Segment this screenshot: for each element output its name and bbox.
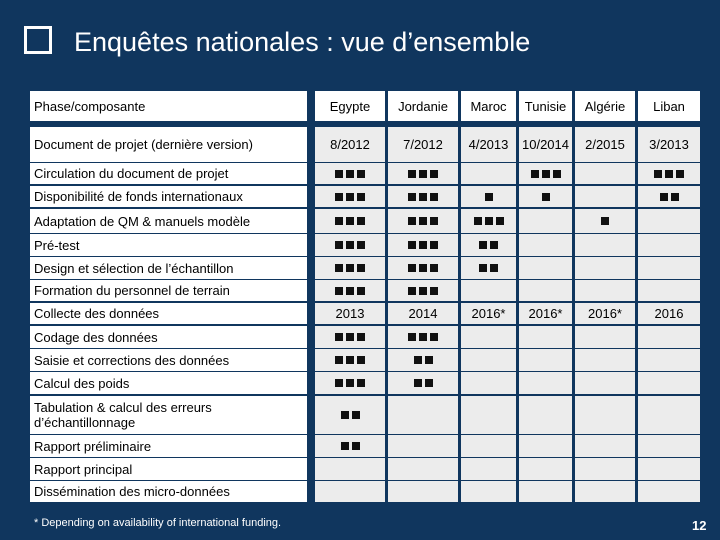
date-cell: 2/2015	[575, 127, 635, 162]
progress-square-icon	[542, 170, 550, 178]
progress-square-icon	[341, 442, 349, 450]
progress-cell	[575, 349, 635, 371]
progress-square-icon	[419, 333, 427, 341]
progress-cell	[575, 280, 635, 301]
row-label: Saisie et corrections des données	[30, 349, 307, 371]
progress-square-icon	[654, 170, 662, 178]
progress-square-icon	[335, 379, 343, 387]
progress-square-icon	[419, 287, 427, 295]
progress-square-icon	[676, 170, 684, 178]
progress-square-icon	[357, 333, 365, 341]
progress-cell	[315, 458, 385, 480]
progress-cell	[315, 186, 385, 207]
progress-cell	[315, 349, 385, 371]
table-row	[30, 396, 700, 434]
progress-square-icon	[419, 264, 427, 272]
progress-cell	[519, 458, 572, 480]
progress-square-icon	[479, 241, 487, 249]
progress-cell	[638, 396, 700, 434]
row-label: Collecte des données	[30, 303, 307, 324]
slide-title-checkbox-icon	[24, 26, 52, 54]
progress-square-icon	[408, 264, 416, 272]
slide-title: Enquêtes nationales : vue d’ensemble	[74, 27, 531, 57]
progress-square-icon	[335, 264, 343, 272]
progress-cell	[575, 458, 635, 480]
progress-cell	[388, 326, 458, 348]
progress-square-icon	[430, 241, 438, 249]
header-country: Liban	[638, 91, 700, 121]
progress-cell	[388, 435, 458, 457]
table-row	[30, 372, 700, 394]
header-country: Tunisie	[519, 91, 572, 121]
progress-cell	[575, 234, 635, 256]
table-row	[30, 481, 700, 502]
row-label: Rapport préliminaire	[30, 435, 307, 457]
table-row	[30, 257, 700, 279]
date-cell: 2016*	[461, 303, 516, 324]
progress-square-icon	[601, 217, 609, 225]
progress-cell	[638, 257, 700, 279]
progress-square-icon	[408, 170, 416, 178]
progress-cell	[575, 326, 635, 348]
date-cell: 8/2012	[315, 127, 385, 162]
table-row	[30, 349, 700, 371]
date-cell: 2013	[315, 303, 385, 324]
progress-square-icon	[419, 217, 427, 225]
progress-square-icon	[357, 241, 365, 249]
progress-cell	[388, 280, 458, 301]
progress-cell	[638, 435, 700, 457]
date-cell: 2016	[638, 303, 700, 324]
row-label: Design et sélection de l’échantillon	[30, 257, 307, 279]
progress-square-icon	[335, 217, 343, 225]
progress-cell	[388, 481, 458, 502]
progress-square-icon	[335, 170, 343, 178]
row-label: Circulation du document de projet	[30, 163, 307, 184]
row-label: Adaptation de QM & manuels modèle	[30, 209, 307, 233]
progress-cell	[575, 372, 635, 394]
progress-cell	[388, 372, 458, 394]
progress-square-icon	[542, 193, 550, 201]
progress-cell	[638, 280, 700, 301]
progress-square-icon	[496, 217, 504, 225]
progress-cell	[575, 257, 635, 279]
progress-cell	[519, 280, 572, 301]
header-country: Algérie	[575, 91, 635, 121]
progress-cell	[315, 326, 385, 348]
progress-cell	[638, 372, 700, 394]
progress-cell	[638, 186, 700, 207]
row-label: Tabulation & calcul des erreurs d’échantillonnage	[30, 396, 307, 434]
progress-cell	[315, 435, 385, 457]
progress-square-icon	[671, 193, 679, 201]
footnote: * Depending on availability of international funding.	[34, 517, 282, 529]
header-country: Maroc	[461, 91, 516, 121]
progress-square-icon	[335, 241, 343, 249]
progress-square-icon	[430, 264, 438, 272]
progress-square-icon	[414, 379, 422, 387]
progress-square-icon	[341, 411, 349, 419]
progress-square-icon	[419, 170, 427, 178]
progress-cell	[315, 396, 385, 434]
progress-cell	[388, 163, 458, 184]
date-cell: 2016*	[575, 303, 635, 324]
progress-cell	[638, 234, 700, 256]
row-label: Dissémination des micro-données	[30, 481, 307, 502]
progress-square-icon	[357, 264, 365, 272]
progress-cell	[461, 257, 516, 279]
progress-cell	[315, 163, 385, 184]
progress-cell	[315, 257, 385, 279]
progress-square-icon	[357, 287, 365, 295]
progress-square-icon	[346, 217, 354, 225]
table-row	[30, 234, 700, 256]
progress-cell	[315, 372, 385, 394]
progress-square-icon	[346, 379, 354, 387]
progress-cell	[388, 234, 458, 256]
progress-square-icon	[419, 193, 427, 201]
progress-cell	[315, 234, 385, 256]
progress-square-icon	[346, 356, 354, 364]
progress-cell	[461, 435, 516, 457]
progress-cell	[519, 372, 572, 394]
progress-square-icon	[474, 217, 482, 225]
progress-cell	[461, 396, 516, 434]
row-label: Calcul des poids	[30, 372, 307, 394]
progress-square-icon	[346, 170, 354, 178]
progress-square-icon	[346, 264, 354, 272]
progress-square-icon	[553, 170, 561, 178]
progress-square-icon	[430, 217, 438, 225]
page-number: 12	[692, 518, 707, 533]
progress-cell	[461, 234, 516, 256]
header-country: Jordanie	[388, 91, 458, 121]
progress-cell	[638, 481, 700, 502]
table-row	[30, 435, 700, 457]
progress-square-icon	[408, 217, 416, 225]
progress-cell	[575, 481, 635, 502]
progress-cell	[575, 186, 635, 207]
progress-square-icon	[485, 217, 493, 225]
progress-square-icon	[335, 287, 343, 295]
progress-cell	[519, 257, 572, 279]
progress-cell	[388, 458, 458, 480]
progress-cell	[461, 209, 516, 233]
table-row	[30, 127, 700, 162]
progress-cell	[638, 209, 700, 233]
progress-cell	[638, 458, 700, 480]
row-label: Document de projet (dernière version)	[30, 127, 307, 162]
date-cell: 4/2013	[461, 127, 516, 162]
progress-square-icon	[430, 333, 438, 341]
date-cell: 2016*	[519, 303, 572, 324]
progress-square-icon	[490, 241, 498, 249]
progress-square-icon	[414, 356, 422, 364]
header-label: Phase/composante	[30, 91, 307, 121]
progress-square-icon	[346, 241, 354, 249]
progress-cell	[638, 326, 700, 348]
progress-cell	[519, 163, 572, 184]
progress-cell	[315, 280, 385, 301]
table-row	[30, 458, 700, 480]
progress-square-icon	[425, 379, 433, 387]
progress-square-icon	[430, 170, 438, 178]
date-cell: 10/2014	[519, 127, 572, 162]
progress-square-icon	[352, 442, 360, 450]
progress-cell	[388, 257, 458, 279]
progress-cell	[575, 435, 635, 457]
date-cell: 3/2013	[638, 127, 700, 162]
progress-square-icon	[430, 287, 438, 295]
progress-cell	[388, 349, 458, 371]
progress-cell	[575, 209, 635, 233]
progress-square-icon	[425, 356, 433, 364]
progress-cell	[461, 458, 516, 480]
progress-square-icon	[357, 193, 365, 201]
progress-square-icon	[408, 241, 416, 249]
progress-cell	[388, 186, 458, 207]
progress-cell	[315, 209, 385, 233]
progress-cell	[519, 186, 572, 207]
table-row	[30, 163, 700, 184]
table-row	[30, 209, 700, 233]
progress-cell	[461, 186, 516, 207]
progress-cell	[519, 326, 572, 348]
progress-cell	[388, 209, 458, 233]
progress-square-icon	[408, 287, 416, 295]
table-header-row	[30, 91, 700, 121]
progress-square-icon	[660, 193, 668, 201]
table-row	[30, 303, 700, 324]
table-row	[30, 186, 700, 207]
progress-cell	[388, 396, 458, 434]
progress-cell	[575, 396, 635, 434]
progress-square-icon	[419, 241, 427, 249]
date-cell: 2014	[388, 303, 458, 324]
progress-cell	[638, 163, 700, 184]
progress-square-icon	[485, 193, 493, 201]
progress-square-icon	[357, 379, 365, 387]
progress-square-icon	[408, 193, 416, 201]
progress-cell	[519, 481, 572, 502]
progress-cell	[575, 163, 635, 184]
row-label: Disponibilité de fonds internationaux	[30, 186, 307, 207]
progress-square-icon	[335, 193, 343, 201]
progress-square-icon	[346, 287, 354, 295]
progress-cell	[519, 349, 572, 371]
progress-square-icon	[357, 356, 365, 364]
progress-square-icon	[357, 170, 365, 178]
progress-cell	[315, 481, 385, 502]
row-label: Rapport principal	[30, 458, 307, 480]
progress-cell	[461, 326, 516, 348]
header-country: Egypte	[315, 91, 385, 121]
row-label: Formation du personnel de terrain	[30, 280, 307, 301]
progress-cell	[638, 349, 700, 371]
progress-cell	[519, 234, 572, 256]
progress-cell	[461, 349, 516, 371]
progress-square-icon	[479, 264, 487, 272]
progress-cell	[461, 280, 516, 301]
row-label: Codage des données	[30, 326, 307, 348]
date-cell: 7/2012	[388, 127, 458, 162]
progress-cell	[519, 435, 572, 457]
progress-square-icon	[352, 411, 360, 419]
table-row	[30, 280, 700, 301]
progress-cell	[519, 209, 572, 233]
progress-square-icon	[335, 356, 343, 364]
progress-square-icon	[346, 193, 354, 201]
progress-square-icon	[346, 333, 354, 341]
row-label: Pré-test	[30, 234, 307, 256]
progress-square-icon	[490, 264, 498, 272]
progress-square-icon	[408, 333, 416, 341]
progress-square-icon	[430, 193, 438, 201]
progress-cell	[461, 481, 516, 502]
progress-square-icon	[665, 170, 673, 178]
progress-cell	[461, 163, 516, 184]
progress-cell	[519, 396, 572, 434]
progress-square-icon	[357, 217, 365, 225]
progress-cell	[461, 372, 516, 394]
progress-square-icon	[531, 170, 539, 178]
progress-square-icon	[335, 333, 343, 341]
table-row	[30, 326, 700, 348]
